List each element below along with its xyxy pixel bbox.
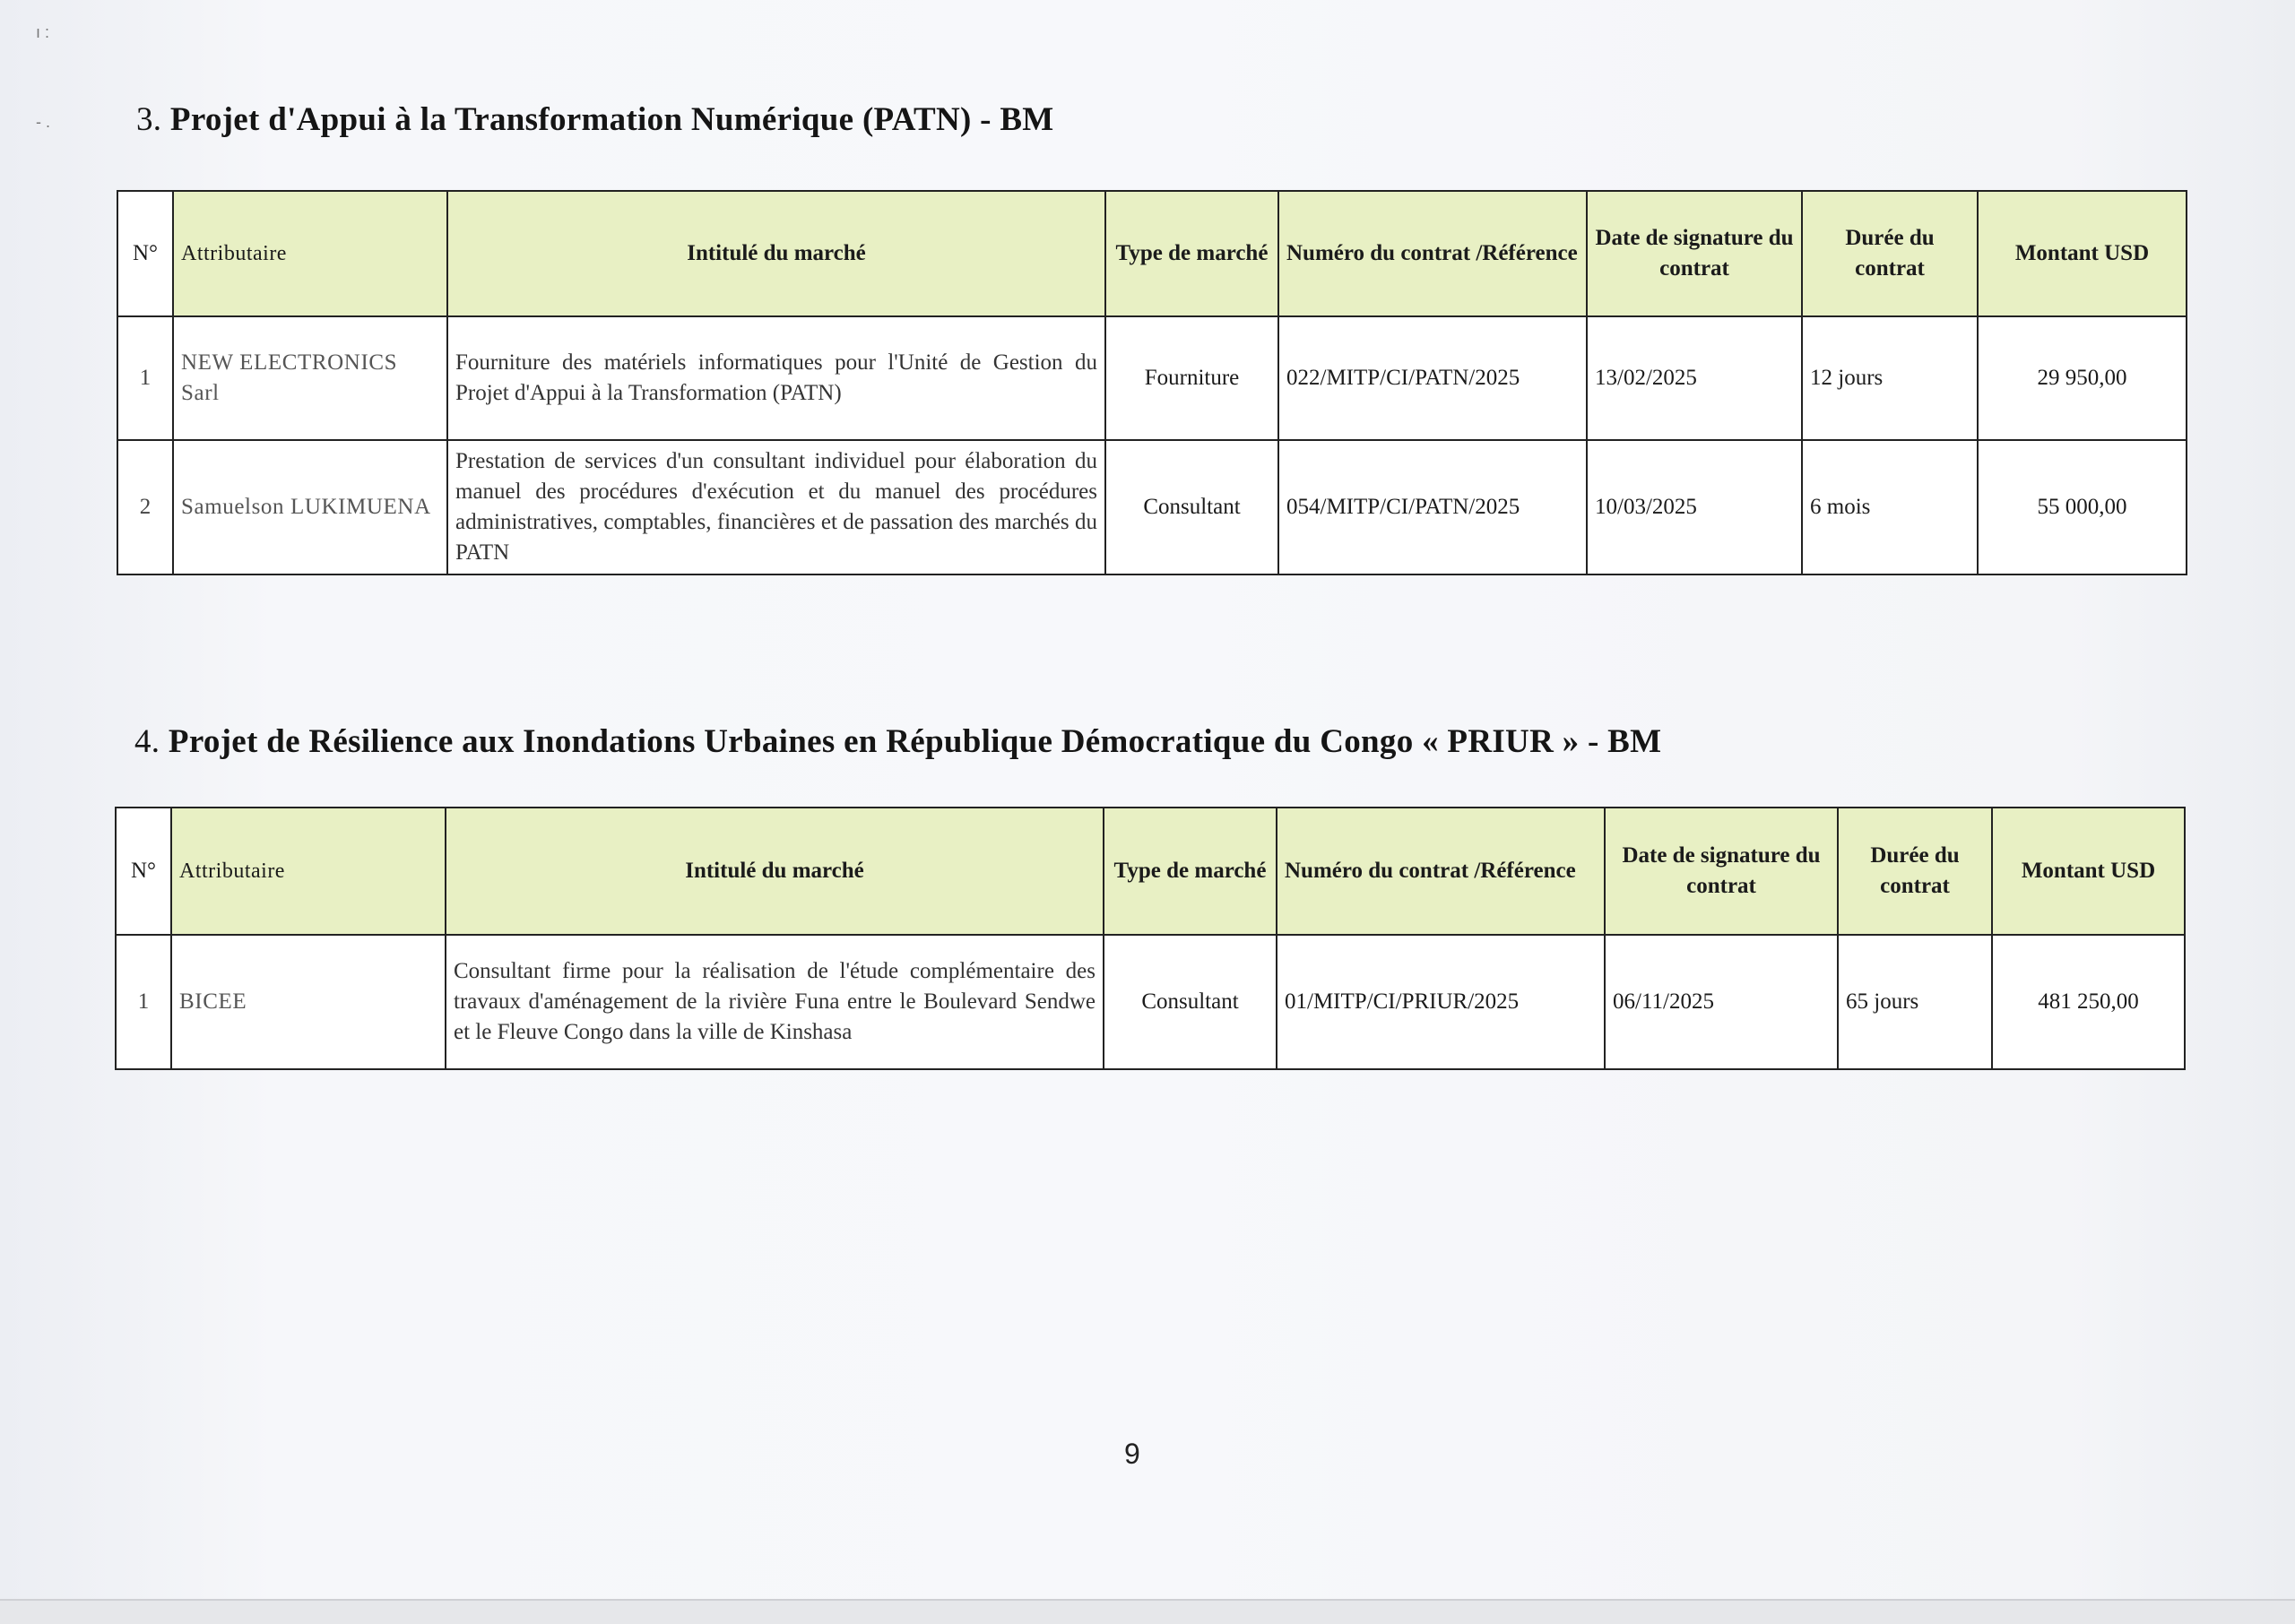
- row-montant: 481 250,00: [1992, 935, 2185, 1069]
- header-attributaire: Attributaire: [171, 808, 446, 935]
- header-type: Type de marché: [1105, 191, 1278, 316]
- row-duree: 6 mois: [1802, 440, 1978, 574]
- margin-mark-side: - .: [36, 113, 50, 131]
- row-intitule: Prestation de services d'un consultant individuel pour élaboration du manuel des procédures d'exécution et du manuel des procédures administratives, comptables, financières et de passation des marchés du PATN: [447, 440, 1105, 574]
- row-no: 1: [117, 316, 173, 440]
- section-3-number: 3.: [136, 101, 162, 138]
- section-4-title: [134, 722, 1661, 761]
- section-3-title: [136, 100, 1054, 139]
- table-row: [116, 935, 2185, 1069]
- row-type: Fourniture: [1105, 316, 1278, 440]
- row-attributaire: NEW ELECTRONICS Sarl: [173, 316, 447, 440]
- row-no: 1: [116, 935, 171, 1069]
- row-type: Consultant: [1104, 935, 1277, 1069]
- row-reference: 054/MITP/CI/PATN/2025: [1278, 440, 1587, 574]
- row-date: 13/02/2025: [1587, 316, 1802, 440]
- margin-mark-top: ı :: [36, 23, 50, 41]
- section-3-title-text: Projet d'Appui à la Transformation Numérique (PATN) - BM: [169, 101, 1054, 138]
- table-row: [117, 316, 2187, 440]
- header-montant: Montant USD: [1978, 191, 2187, 316]
- row-intitule: Fourniture des matériels informatiques pour l'Unité de Gestion du Projet d'Appui à la Transformation (PATN): [447, 316, 1105, 440]
- header-duree: Durée du contrat: [1838, 808, 1992, 935]
- row-intitule: Consultant firme pour la réalisation de l'étude complémentaire des travaux d'aménagement de la rivière Funa entre le Boulevard Sendwe et le Fleuve Congo dans la ville de Kinshasa: [446, 935, 1104, 1069]
- row-duree: 12 jours: [1802, 316, 1978, 440]
- table-header-row: [117, 191, 2187, 316]
- header-type: Type de marché: [1104, 808, 1277, 935]
- page-number: 9: [1124, 1438, 1140, 1470]
- header-no: N°: [117, 191, 173, 316]
- table-header-row: [116, 808, 2185, 935]
- section-4-title-text: aux Inondations Urbaines en République Démocratique du Congo « PRIUR » - BM: [462, 723, 1662, 760]
- header-date: Date de signature du contrat: [1587, 191, 1802, 316]
- header-montant: Montant USD: [1992, 808, 2185, 935]
- header-date: Date de signature du contrat: [1605, 808, 1838, 935]
- row-date: 10/03/2025: [1587, 440, 1802, 574]
- header-intitule: Intitulé du marché: [446, 808, 1104, 935]
- row-date: 06/11/2025: [1605, 935, 1838, 1069]
- patn-contracts-table: [117, 190, 2187, 575]
- row-reference: 01/MITP/CI/PRIUR/2025: [1277, 935, 1605, 1069]
- row-attributaire: Samuelson LUKIMUENA: [173, 440, 447, 574]
- table-row: [117, 440, 2187, 574]
- header-duree: Durée du contrat: [1802, 191, 1978, 316]
- section-4-number: 4.: [134, 723, 160, 760]
- header-no: N°: [116, 808, 171, 935]
- row-montant: 29 950,00: [1978, 316, 2187, 440]
- header-reference: Numéro du contrat /Référence: [1277, 808, 1605, 935]
- section-4-title-lead: Projet de Résilience: [168, 723, 454, 760]
- priur-contracts-table: [115, 807, 2186, 1070]
- row-duree: 65 jours: [1838, 935, 1992, 1069]
- header-reference: Numéro du contrat /Référence: [1278, 191, 1587, 316]
- row-reference: 022/MITP/CI/PATN/2025: [1278, 316, 1587, 440]
- row-no: 2: [117, 440, 173, 574]
- row-type: Consultant: [1105, 440, 1278, 574]
- header-intitule: Intitulé du marché: [447, 191, 1105, 316]
- scan-bottom-edge: [0, 1599, 2295, 1624]
- row-montant: 55 000,00: [1978, 440, 2187, 574]
- header-attributaire: Attributaire: [173, 191, 447, 316]
- row-attributaire: BICEE: [171, 935, 446, 1069]
